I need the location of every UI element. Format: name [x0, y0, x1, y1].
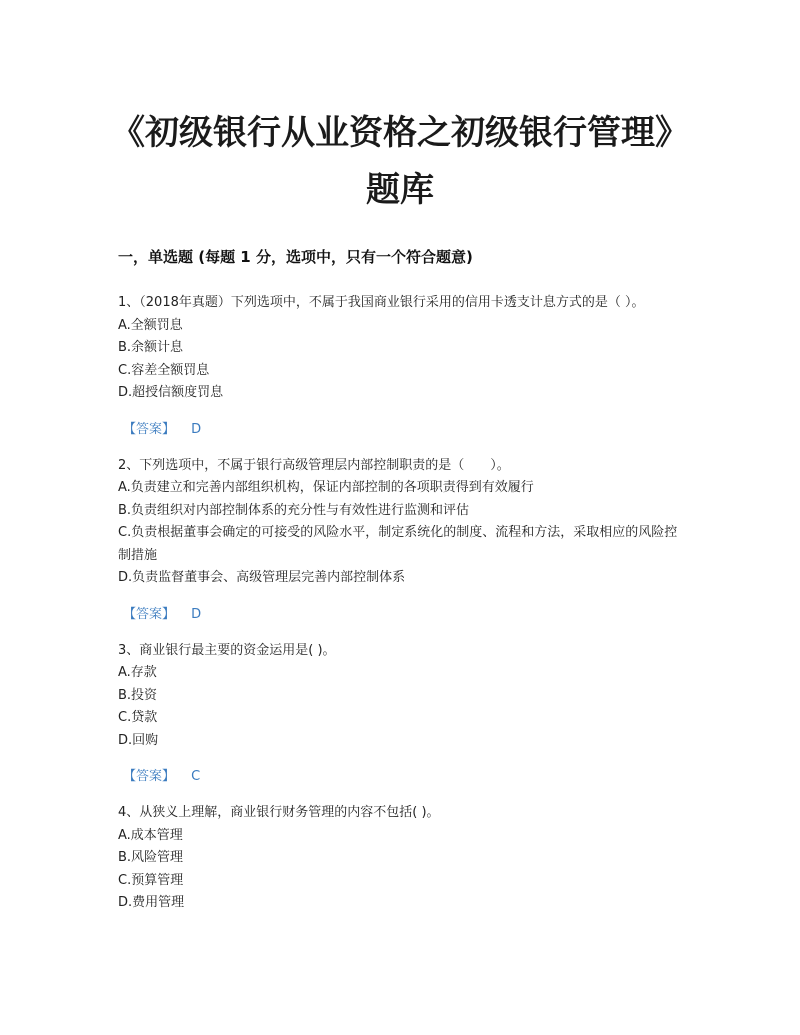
answer-value: D	[191, 421, 202, 437]
answer-line	[123, 419, 684, 441]
option-a: A.成本管理	[118, 827, 183, 843]
option-a: A.存款	[118, 665, 157, 680]
option-c: C.负责根据董事会确定的可接受的风险水平，制定系统化的制度、流程和方法，采取相应的风险控制措施	[118, 525, 678, 563]
option-b: B.风险管理	[118, 850, 184, 865]
question-stem: 2、下列选项中，不属于银行高级管理层内部控制职责的是（ ）。	[118, 457, 510, 473]
option-c: C.预算管理	[118, 872, 184, 888]
question-2	[118, 455, 684, 626]
option-d: D.回购	[118, 732, 159, 748]
question-list	[118, 292, 684, 915]
answer-line	[123, 766, 684, 788]
option-b: B.负责组织对内部控制体系的充分性与有效性进行监测和评估	[118, 502, 470, 518]
option-c: C.容差全额罚息	[118, 362, 210, 378]
option-d: D.超授信额度罚息	[118, 385, 224, 400]
question-4	[118, 802, 684, 915]
question-1	[118, 292, 684, 441]
answer-label: 【答案】	[123, 421, 176, 437]
section-heading: 一，单选题 (每题 1 分，选项中，只有一个符合题意)	[118, 248, 473, 266]
option-d: D.费用管理	[118, 895, 185, 910]
option-a: A.全额罚息	[118, 317, 183, 333]
option-b: B.余额计息	[118, 340, 184, 355]
option-a: A.负责建立和完善内部组织机构，保证内部控制的各项职责得到有效履行	[118, 480, 534, 495]
question-stem: 1、（2018年真题）下列选项中，不属于我国商业银行采用的信用卡透支计息方式的是（ ）。	[118, 295, 645, 310]
answer-label: 【答案】	[123, 769, 176, 784]
option-c: C.贷款	[118, 710, 158, 725]
option-b: B.投资	[118, 687, 158, 703]
question-3	[118, 640, 684, 789]
question-stem: 4、从狭义上理解，商业银行财务管理的内容不包括( )。	[118, 805, 440, 820]
answer-label: 【答案】	[123, 606, 176, 622]
question-stem: 3、商业银行最主要的资金运用是( )。	[118, 642, 336, 658]
answer-line	[123, 604, 684, 626]
answer-value: D	[191, 606, 202, 622]
document-title: 《初级银行从业资格之初级银行管理》题库	[111, 113, 689, 210]
option-d: D.负责监督董事会、高级管理层完善内部控制体系	[118, 570, 406, 585]
answer-value: C	[191, 769, 201, 784]
